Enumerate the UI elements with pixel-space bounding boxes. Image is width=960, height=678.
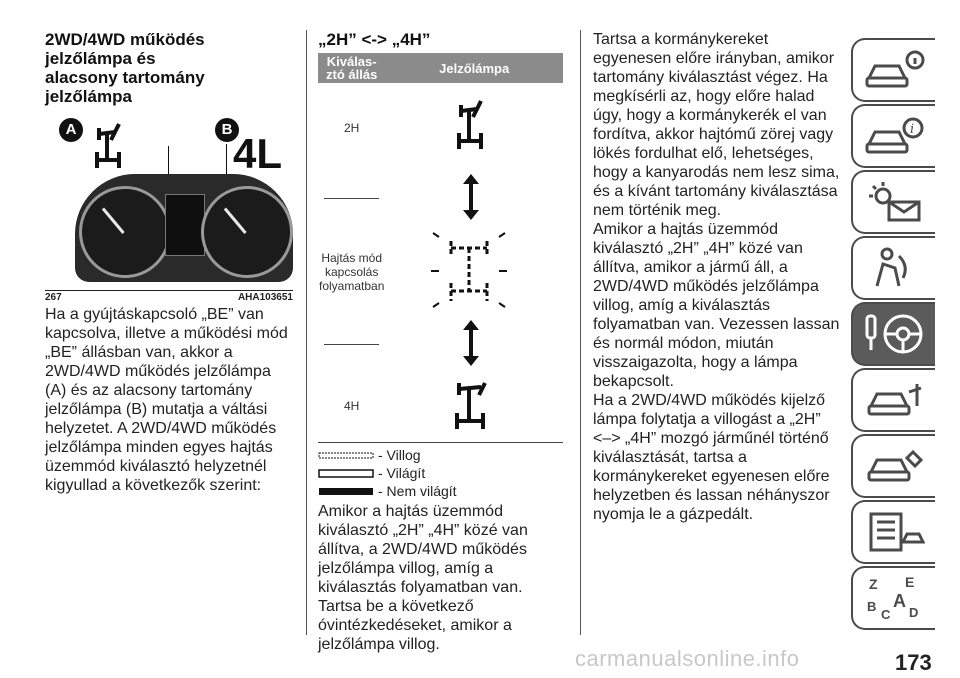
tab-starting-driving[interactable] xyxy=(851,302,935,366)
figure-code: AHA103651 xyxy=(237,292,293,303)
car-info-icon xyxy=(863,48,925,92)
warning-light-mail-icon xyxy=(863,180,925,224)
instrument-cluster xyxy=(75,174,293,282)
right-paragraph-3: Ha a 2WD/4WD működés kijelző lámpa folytatja a villogást a „2H” <–> „4H” mozgó járműnél történő kiválasztását, tartsa a kormánykereket egyenesen előre helyzetben és lassan néhányszor nyomja le a gázpedált. xyxy=(593,392,830,523)
callout-b: B xyxy=(215,118,239,142)
steering-key-icon xyxy=(861,310,927,358)
watermark: carmanualsonline.info xyxy=(575,646,800,671)
table-bottom-rule xyxy=(318,442,563,443)
svg-text:i: i xyxy=(910,122,915,137)
2wd-lamp-icon xyxy=(399,97,549,157)
tab-technical-data[interactable] xyxy=(851,500,935,564)
tab-safety[interactable] xyxy=(851,104,935,168)
section-heading-line2: alacsony tartomány jelzőlámpa xyxy=(45,68,205,106)
left-body-text: Ha a gyújtáskapcsoló „BE” van kapcsolva, illetve a működési mód „BE” állásban van, akkor a 2WD/4WD működés jelzőlámpa (A) és az alacsony tartomány jelzőlámpa (B) mutatja a váltási helyzetet. A 2WD/4WD működés jelzőlámpa minden egyes hajtás üzemmód kiválasztó helyzetnél kigyullad a következők szerint: xyxy=(45,306,288,494)
tab-dashboard[interactable] xyxy=(851,38,935,102)
figure-caption xyxy=(45,290,293,303)
indicator-table xyxy=(318,53,563,442)
tab-warning-lights[interactable] xyxy=(851,170,935,234)
airbag-person-icon xyxy=(863,246,925,290)
table-header-position: Kiválas-ztó állás xyxy=(318,53,385,83)
arrow-up-down-icon-2 xyxy=(399,320,549,366)
checklist-car-icon xyxy=(863,510,925,554)
car-breakdown-icon-2 xyxy=(863,444,925,488)
middle-body-text: Amikor a hajtás üzemmód kiválasztó „2H” „4H” közé van állítva, a 2WD/4WD működés jelzőlámpa villog, amíg a kiválasztás folyamatban van. Tartsa be a következő óvintézkedéseket, amikor a jelzőlámpa villog. xyxy=(318,503,528,653)
speedometer-gauge xyxy=(201,186,293,278)
legend-off xyxy=(318,483,563,499)
page-number: 173 xyxy=(895,650,932,675)
4wd-lamp-icon xyxy=(399,375,549,435)
4wd-indicator-icon xyxy=(89,116,145,172)
legend-blink-label: - Villog xyxy=(378,447,421,463)
table-cell-2h: 2H xyxy=(344,121,360,135)
tab-maintenance[interactable] xyxy=(851,434,935,498)
on-swatch-icon xyxy=(318,469,374,478)
4wd-blinking-lamp-icon xyxy=(399,231,549,309)
svg-text:B: B xyxy=(867,599,877,614)
left-column xyxy=(45,30,293,495)
right-column xyxy=(593,30,843,524)
legend-off-label: - Nem világít xyxy=(378,483,457,499)
table-cell-4h: 4H xyxy=(344,399,360,413)
tachometer-gauge xyxy=(79,186,171,278)
svg-text:E: E xyxy=(905,574,915,590)
svg-text:A: A xyxy=(893,591,906,611)
tab-index[interactable] xyxy=(851,566,935,630)
alphabet-index-icon xyxy=(863,573,925,623)
right-paragraph-1: Tartsa a kormánykereket egyenesen előre irányban, amikor tartomány kiválasztást végez. Ha megkísérli az, hogy előre halad úgy, hogy a kormánykerék el van fordítva, akkor hajtómű zörej vagy lökés fordulhat elő, lehetséges, hogy a kanyarodás nem lesz sima, és a kívánt tartomány kiválasztása nem történik meg. xyxy=(593,31,840,219)
column-divider-2 xyxy=(580,30,581,635)
tab-airbags[interactable] xyxy=(851,236,935,300)
legend-on-label: - Világít xyxy=(378,465,426,481)
figure-number: 267 xyxy=(45,292,62,303)
blink-swatch-icon xyxy=(318,451,374,460)
svg-text:C: C xyxy=(881,607,891,622)
legend-on xyxy=(318,465,563,481)
table-heading: „2H” <-> „4H” xyxy=(318,30,431,49)
section-heading-line1: 2WD/4WD működés jelzőlámpa és xyxy=(45,30,205,68)
instrument-cluster-figure xyxy=(45,116,293,284)
svg-text:D: D xyxy=(909,605,919,620)
car-breakdown-icon xyxy=(863,378,925,422)
callout-a: A xyxy=(59,118,83,142)
svg-text:Z: Z xyxy=(869,576,878,592)
off-swatch-icon xyxy=(318,487,374,496)
center-display xyxy=(165,194,205,256)
column-divider-1 xyxy=(306,30,307,635)
table-header-lamp: Jelzőlámpa xyxy=(385,53,563,83)
tab-emergency[interactable] xyxy=(851,368,935,432)
table-cell-switching: Hajtás mód kapcsolás folyamatban xyxy=(319,250,385,293)
arrow-up-down-icon xyxy=(399,174,549,220)
middle-column xyxy=(318,30,563,654)
car-info-circle-icon xyxy=(863,114,925,158)
legend-blink xyxy=(318,447,563,463)
low-range-label: 4L xyxy=(233,130,283,177)
right-paragraph-2: Amikor a hajtás üzemmód kiválasztó „2H” „4H” közé van állítva, amikor a jármű áll, a 2WD/4WD működés jelzőlámpa villog, amíg a kiválasztás folyamatban van. Vezessen lassan és normál módon, miután visszaigazolta, hogy a lámpa bekapcsolt. xyxy=(593,221,840,390)
